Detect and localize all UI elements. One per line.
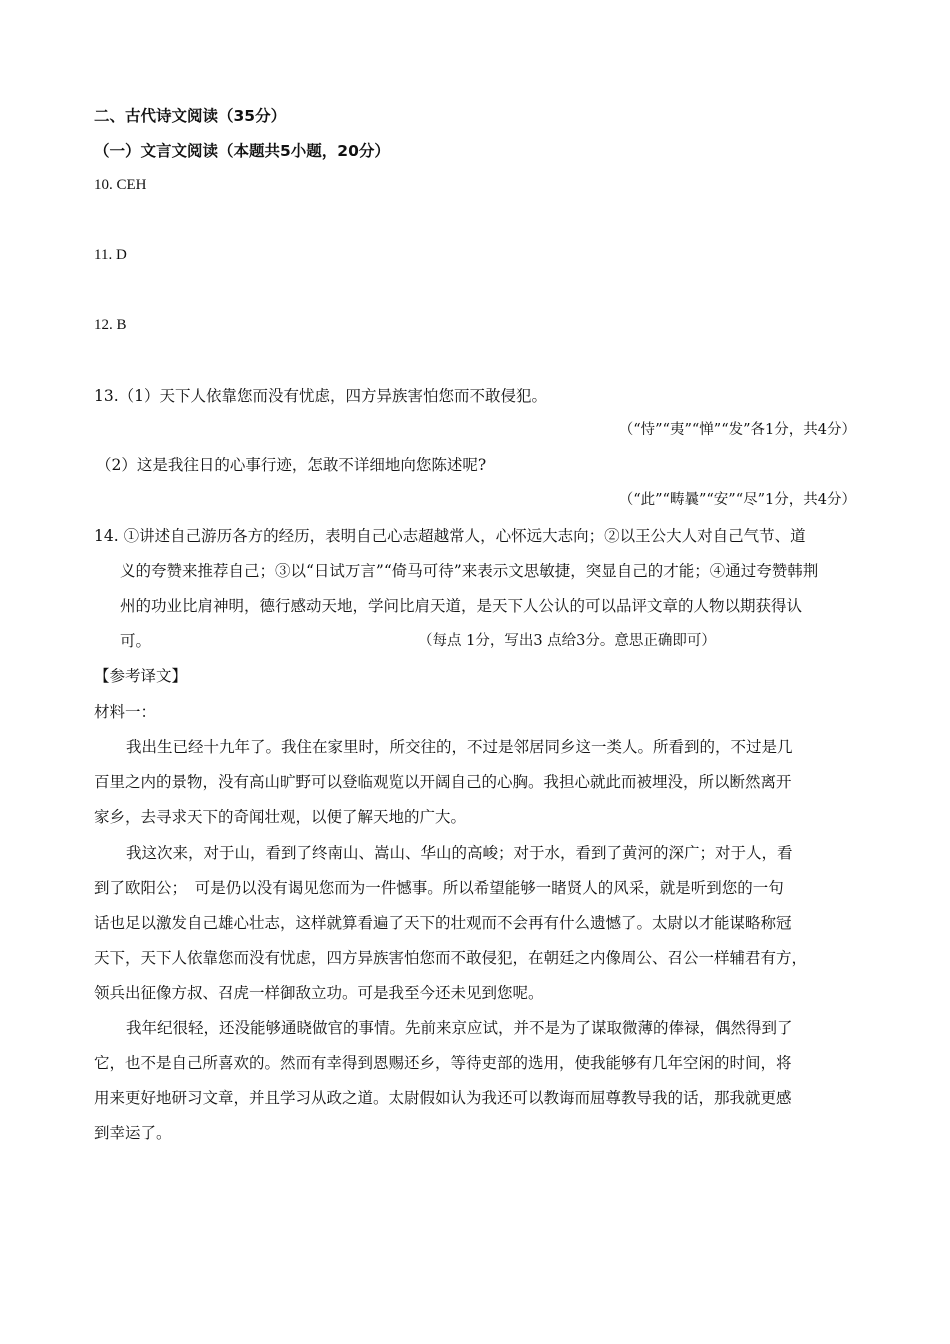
translation-line: 我出生已经十九年了。我住在家里时，所交往的，不过是邻居同乡这一类人。所看到的，不过是几 bbox=[126, 738, 793, 756]
answer-q14-line: 可。 bbox=[120, 632, 152, 650]
translation-line: 用来更好地研习文章，并且学习从政之道。太尉假如认为我还可以教诲而屈尊教导我的话，那我就更感 bbox=[94, 1089, 792, 1107]
answer-q12: 12. B bbox=[94, 317, 127, 333]
translation-line: 家乡，去寻求天下的奇闻壮观，以便了解天地的广大。 bbox=[94, 808, 467, 826]
translation-line: 到了欧阳公； 可是仍以没有谒见您而为一件憾事。所以希望能够一睹贤人的风采，就是听到您的一句 bbox=[94, 879, 784, 897]
translation-line: 到幸运了。 bbox=[94, 1124, 172, 1142]
answer-q13-2-scoring: （“此”“畴曩”“安”“尽”1分，共4分） bbox=[618, 492, 856, 508]
translation-line: 话也足以激发自己雄心壮志，这样就算看遍了天下的壮观而不会再有什么遗憾了。太尉以才能谋略称冠 bbox=[94, 914, 792, 932]
answer-q13-1-scoring: （“恃”“夷”“惮”“发”各1分，共4分） bbox=[618, 422, 856, 438]
section-heading: 二、古代诗文阅读（35分） bbox=[94, 107, 287, 125]
translation-line: 我年纪很轻，还没能够通晓做官的事情。先前来京应试，并不是为了谋取微薄的俸禄，偶然得到了 bbox=[126, 1019, 793, 1037]
answer-q14-line: 州的功业比肩神明，德行感动天地，学问比肩天道，是天下人公认的可以品评文章的人物以期获得认 bbox=[120, 597, 803, 615]
answer-q14-scoring: （每点 1分，写出3 点给3分。意思正确即可） bbox=[418, 633, 716, 649]
translation-line: 天下，天下人依靠您而没有忧虑，四方异族害怕您而不敢侵犯，在朝廷之内像周公、召公一样辅君有方， bbox=[94, 949, 808, 967]
answer-q14-line: 义的夸赞来推荐自己；③以“日试万言”“倚马可待”来表示文思敏捷，突显自己的才能；④通过夸赞韩荆 bbox=[120, 562, 819, 580]
section-subheading: （一）文言文阅读（本题共5小题，20分） bbox=[94, 142, 390, 160]
answer-q13-2: （2）这是我往日的心事行迹，怎敢不详细地向您陈述呢? bbox=[96, 456, 487, 474]
translation-line: 我这次来，对于山，看到了终南山、嵩山、华山的高峻；对于水，看到了黄河的深广；对于人，看 bbox=[126, 844, 793, 862]
translation-heading: 【参考译文】 bbox=[94, 667, 188, 685]
answer-q11: 11. D bbox=[94, 247, 127, 263]
answer-q14-line: 14. ①讲述自己游历各方的经历，表明自己心志超越常人，心怀远大志向；②以王公大人对自己气节、道 bbox=[94, 527, 806, 545]
answer-q13-1: 13.（1）天下人依靠您而没有忧虑，四方异族害怕您而不敢侵犯。 bbox=[94, 387, 548, 405]
answer-q10: 10. CEH bbox=[94, 177, 147, 193]
translation-line: 领兵出征像方叔、召虎一样御敌立功。可是我至今还未见到您呢。 bbox=[94, 984, 544, 1002]
material-label: 材料一： bbox=[94, 703, 157, 721]
translation-line: 它，也不是自己所喜欢的。然而有幸得到恩赐还乡，等待吏部的选用，使我能够有几年空闲的时间，将 bbox=[94, 1054, 792, 1072]
translation-line: 百里之内的景物，没有高山旷野可以登临观览以开阔自己的心胸。我担心就此而被埋没，所以断然离开 bbox=[94, 773, 792, 791]
